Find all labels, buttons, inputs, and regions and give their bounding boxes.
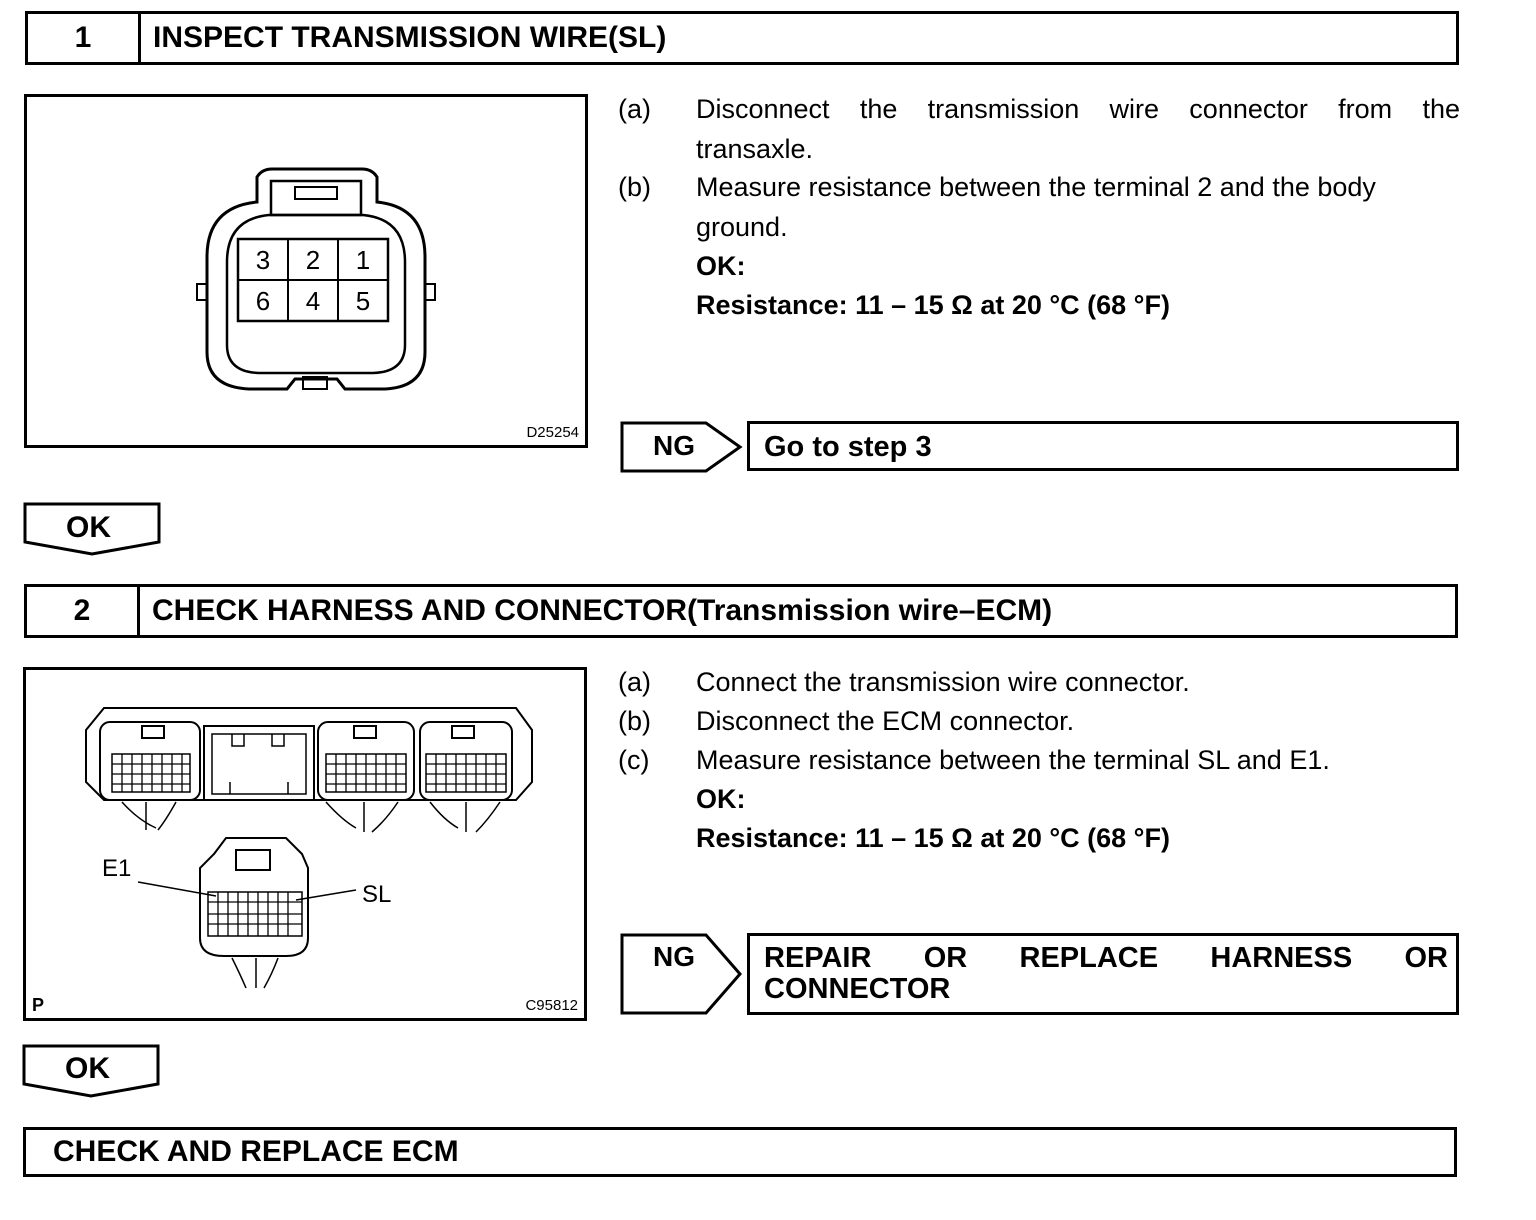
step-1-item-b-line1: Measure resistance between the terminal 2 and the body <box>696 172 1376 202</box>
pin-4: 4 <box>305 286 321 316</box>
pin-6: 6 <box>255 286 271 316</box>
step-1-ng-action-box <box>747 421 1459 471</box>
step-1-item-b-label: (b) <box>618 172 651 202</box>
step-2-item-c-label: (c) <box>618 745 650 775</box>
step-2-figure <box>23 667 587 1021</box>
final-action-title: CHECK AND REPLACE ECM <box>53 1135 459 1168</box>
step-2-item-b-label: (b) <box>618 706 651 736</box>
step-2-figure-code: C95812 <box>525 997 578 1014</box>
step-2-item-b-text: Disconnect the ECM connector. <box>696 706 1075 736</box>
step-2-title: CHECK HARNESS AND CONNECTOR(Transmission wire–ECM) <box>152 594 1053 627</box>
step-2-ng-action-line2: CONNECTOR <box>764 973 951 1005</box>
pin-1: 1 <box>355 245 371 275</box>
step-1-header <box>25 11 1459 65</box>
pin-5: 5 <box>355 286 371 316</box>
step-1-item-a-label: (a) <box>618 94 651 124</box>
pin-2: 2 <box>305 245 321 275</box>
step-2-number: 2 <box>27 587 140 635</box>
step-1-ng-action: Go to step 3 <box>764 431 932 463</box>
step-2-header <box>24 584 1458 638</box>
step-2-ok-label: OK <box>65 1052 110 1085</box>
step-1-number: 1 <box>28 14 141 62</box>
step-1-figure-code: D25254 <box>526 424 579 441</box>
terminal-sl-label: SL <box>362 881 392 908</box>
step-2-ok-heading: OK: <box>696 784 746 814</box>
terminal-e1-label: E1 <box>102 855 132 882</box>
step-1-item-a-line1: Disconnect the transmission wire connector from the <box>696 94 1460 124</box>
step-2-item-a-text: Connect the transmission wire connector. <box>696 667 1190 697</box>
step-1-ng-label: NG <box>653 430 695 461</box>
ecm-connector-diagram <box>26 670 584 1018</box>
step-1-item-b-line2: ground. <box>696 212 788 242</box>
step-2-ng-label: NG <box>653 941 695 972</box>
step-1-ok-heading: OK: <box>696 251 746 281</box>
pin-3: 3 <box>255 245 271 275</box>
step-2-ng-action-box <box>747 933 1459 1015</box>
step-1-spec: Resistance: 11 – 15 Ω at 20 °C (68 °F) <box>696 290 1170 320</box>
step-2-ng-action-line1: REPAIR OR REPLACE HARNESS OR <box>764 942 1448 974</box>
step-2-spec: Resistance: 11 – 15 Ω at 20 °C (68 °F) <box>696 823 1170 853</box>
step-1-figure <box>24 94 588 448</box>
transmission-connector-diagram <box>27 97 585 445</box>
final-action-box <box>23 1127 1457 1177</box>
step-1-ok-label: OK <box>66 511 111 544</box>
step-1-title: INSPECT TRANSMISSION WIRE(SL) <box>153 21 667 54</box>
step-1-item-a-line2: transaxle. <box>696 134 814 164</box>
step-2-item-a-label: (a) <box>618 667 651 697</box>
step-2-figure-corner: P <box>32 995 45 1015</box>
step-2-item-c-text: Measure resistance between the terminal SL and E1. <box>696 745 1330 775</box>
